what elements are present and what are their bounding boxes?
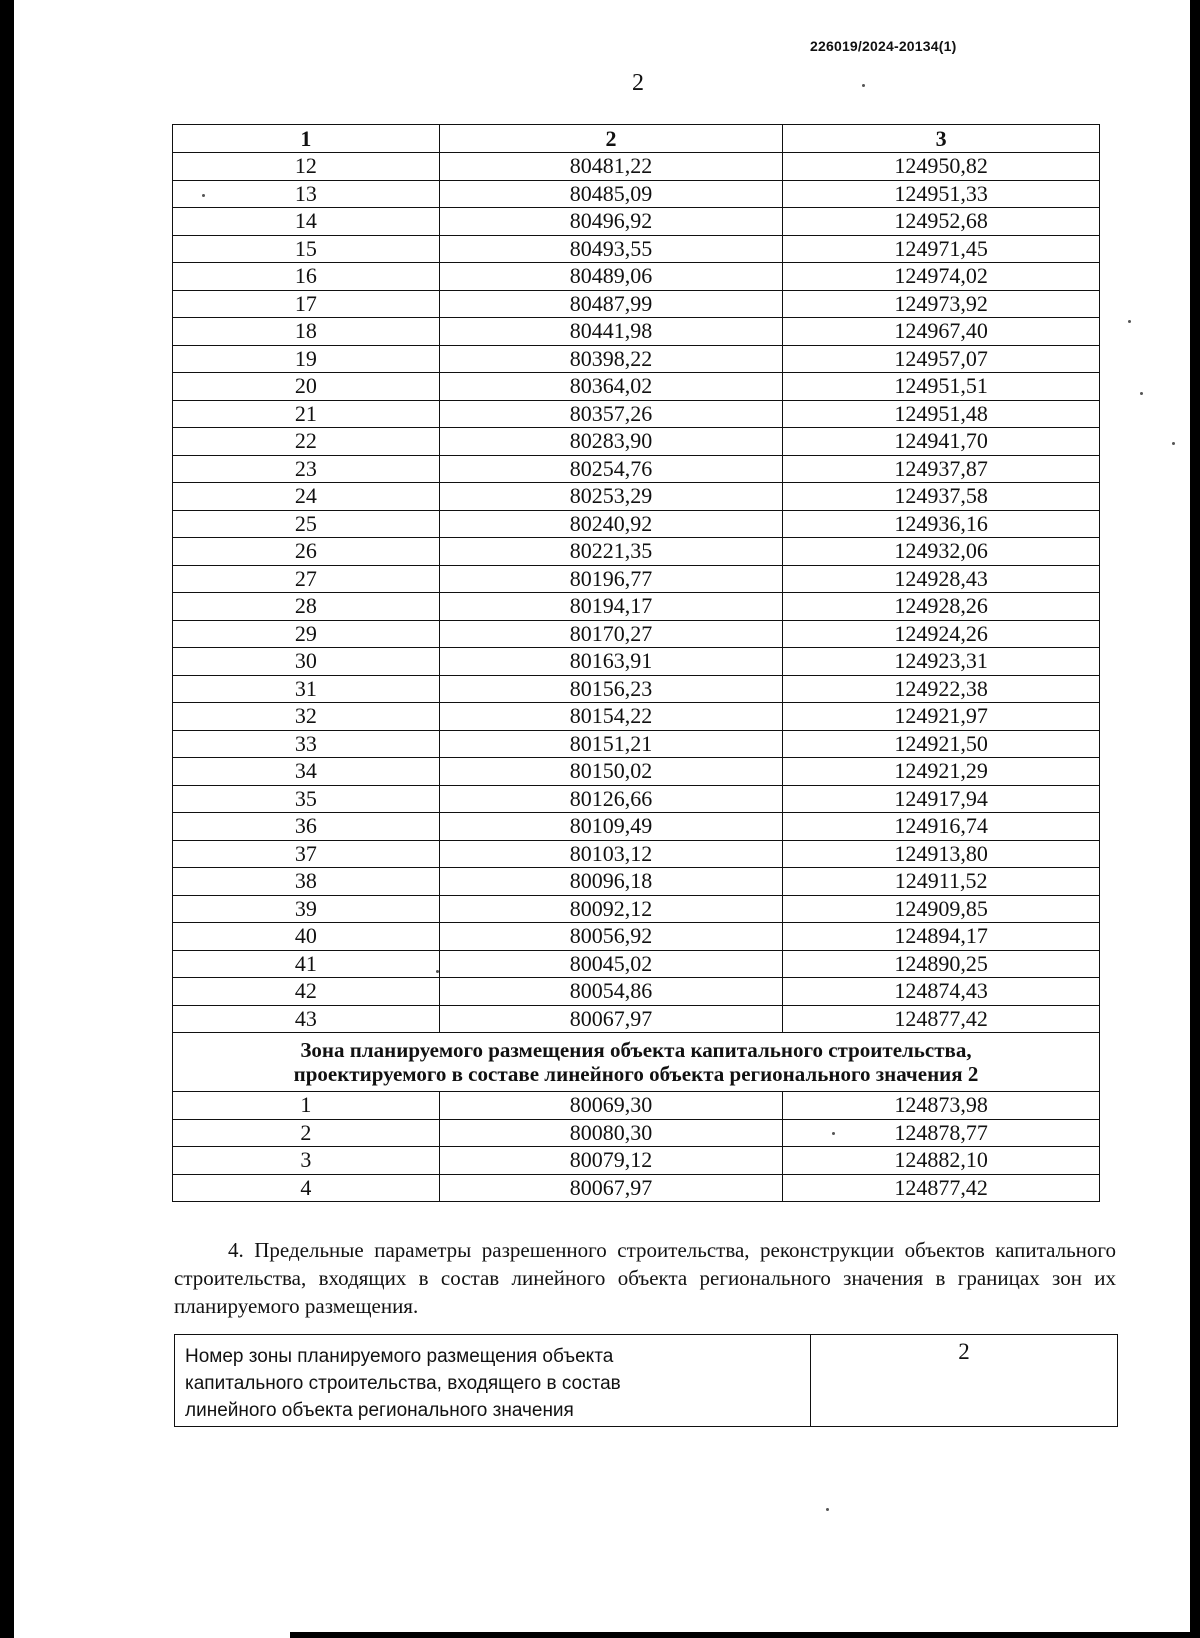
x-coordinate-cell: 80154,22 xyxy=(439,703,783,731)
y-coordinate-cell: 124921,97 xyxy=(783,703,1100,731)
zone-heading xyxy=(173,1033,1100,1092)
y-coordinate-cell: 124951,51 xyxy=(783,373,1100,401)
y-coordinate-cell: 124923,31 xyxy=(783,648,1100,676)
point-number-cell: 27 xyxy=(173,565,440,593)
x-coordinate-cell: 80151,21 xyxy=(439,730,783,758)
y-coordinate-cell: 124924,26 xyxy=(783,620,1100,648)
table-row xyxy=(173,483,1100,511)
point-number-cell: 15 xyxy=(173,235,440,263)
table-row xyxy=(173,1092,1100,1120)
scan-speck xyxy=(1128,320,1131,323)
scan-speck xyxy=(826,1508,829,1511)
table-row xyxy=(173,923,1100,951)
x-coordinate-cell: 80283,90 xyxy=(439,428,783,456)
coordinates-table-body xyxy=(173,153,1100,1033)
y-coordinate-cell: 124921,50 xyxy=(783,730,1100,758)
x-coordinate-cell: 80126,66 xyxy=(439,785,783,813)
y-coordinate-cell: 124973,92 xyxy=(783,290,1100,318)
point-number-cell: 12 xyxy=(173,153,440,181)
point-number-cell: 38 xyxy=(173,868,440,896)
zone-number-label xyxy=(175,1335,811,1427)
point-number-cell: 2 xyxy=(173,1119,440,1147)
table-row xyxy=(173,538,1100,566)
y-coordinate-cell: 124928,26 xyxy=(783,593,1100,621)
point-number-cell: 29 xyxy=(173,620,440,648)
point-number-cell: 22 xyxy=(173,428,440,456)
page-number: 2 xyxy=(632,70,644,96)
y-coordinate-cell: 124971,45 xyxy=(783,235,1100,263)
y-coordinate-cell: 124894,17 xyxy=(783,923,1100,951)
table-row xyxy=(173,318,1100,346)
coordinates-table xyxy=(172,124,1100,1202)
x-coordinate-cell: 80254,76 xyxy=(439,455,783,483)
y-coordinate-cell: 124922,38 xyxy=(783,675,1100,703)
point-number-cell: 24 xyxy=(173,483,440,511)
table-row xyxy=(173,813,1100,841)
table-row xyxy=(173,978,1100,1006)
table-row xyxy=(173,620,1100,648)
y-coordinate-cell: 124950,82 xyxy=(783,153,1100,181)
y-coordinate-cell: 124952,68 xyxy=(783,208,1100,236)
x-coordinate-cell: 80487,99 xyxy=(439,290,783,318)
x-coordinate-cell: 80092,12 xyxy=(439,895,783,923)
y-coordinate-cell: 124913,80 xyxy=(783,840,1100,868)
table-row xyxy=(173,868,1100,896)
parameters-table xyxy=(174,1334,1118,1427)
table-row xyxy=(173,785,1100,813)
x-coordinate-cell: 80163,91 xyxy=(439,648,783,676)
table-row xyxy=(173,153,1100,181)
table-row xyxy=(173,675,1100,703)
column-header: 1 xyxy=(173,125,440,153)
point-number-cell: 36 xyxy=(173,813,440,841)
y-coordinate-cell: 124937,87 xyxy=(783,455,1100,483)
table-row xyxy=(173,703,1100,731)
point-number-cell: 34 xyxy=(173,758,440,786)
table-row xyxy=(173,428,1100,456)
y-coordinate-cell: 124874,43 xyxy=(783,978,1100,1006)
label-line: Номер зоны планируемого размещения объекта xyxy=(185,1346,614,1367)
scan-speck xyxy=(862,84,865,87)
label-line: линейного объекта регионального значения xyxy=(185,1400,574,1421)
scan-border-right xyxy=(1190,0,1200,1638)
table-row xyxy=(173,373,1100,401)
y-coordinate-cell: 124951,48 xyxy=(783,400,1100,428)
x-coordinate-cell: 80493,55 xyxy=(439,235,783,263)
scan-speck xyxy=(436,970,439,973)
point-number-cell: 13 xyxy=(173,180,440,208)
y-coordinate-cell: 124890,25 xyxy=(783,950,1100,978)
x-coordinate-cell: 80364,02 xyxy=(439,373,783,401)
table-header-row xyxy=(173,125,1100,153)
x-coordinate-cell: 80398,22 xyxy=(439,345,783,373)
zone-heading-line: Зона планируемого размещения объекта капитального строительства, xyxy=(300,1038,972,1062)
scan-speck xyxy=(202,194,205,197)
point-number-cell: 43 xyxy=(173,1005,440,1033)
x-coordinate-cell: 80156,23 xyxy=(439,675,783,703)
x-coordinate-cell: 80080,30 xyxy=(439,1119,783,1147)
point-number-cell: 20 xyxy=(173,373,440,401)
x-coordinate-cell: 80357,26 xyxy=(439,400,783,428)
table-row xyxy=(173,263,1100,291)
table-row xyxy=(173,565,1100,593)
point-number-cell: 16 xyxy=(173,263,440,291)
y-coordinate-cell: 124921,29 xyxy=(783,758,1100,786)
y-coordinate-cell: 124911,52 xyxy=(783,868,1100,896)
y-coordinate-cell: 124873,98 xyxy=(783,1092,1100,1120)
x-coordinate-cell: 80196,77 xyxy=(439,565,783,593)
point-number-cell: 39 xyxy=(173,895,440,923)
x-coordinate-cell: 80103,12 xyxy=(439,840,783,868)
point-number-cell: 25 xyxy=(173,510,440,538)
scan-speck xyxy=(832,1132,835,1135)
y-coordinate-cell: 124878,77 xyxy=(783,1119,1100,1147)
zone2-table-body xyxy=(173,1092,1100,1202)
point-number-cell: 19 xyxy=(173,345,440,373)
point-number-cell: 37 xyxy=(173,840,440,868)
y-coordinate-cell: 124941,70 xyxy=(783,428,1100,456)
point-number-cell: 28 xyxy=(173,593,440,621)
x-coordinate-cell: 80150,02 xyxy=(439,758,783,786)
point-number-cell: 18 xyxy=(173,318,440,346)
x-coordinate-cell: 80481,22 xyxy=(439,153,783,181)
point-number-cell: 42 xyxy=(173,978,440,1006)
table-row xyxy=(173,1119,1100,1147)
scan-border-left xyxy=(0,0,14,1638)
table-row xyxy=(173,455,1100,483)
zone-heading-line: проектируемого в составе линейного объекта регионального значения 2 xyxy=(293,1062,979,1086)
table-row xyxy=(173,758,1100,786)
point-number-cell: 17 xyxy=(173,290,440,318)
table-row xyxy=(173,950,1100,978)
point-number-cell: 21 xyxy=(173,400,440,428)
table-row xyxy=(173,1005,1100,1033)
x-coordinate-cell: 80221,35 xyxy=(439,538,783,566)
point-number-cell: 40 xyxy=(173,923,440,951)
table-row xyxy=(173,235,1100,263)
point-number-cell: 23 xyxy=(173,455,440,483)
x-coordinate-cell: 80069,30 xyxy=(439,1092,783,1120)
table-row xyxy=(173,345,1100,373)
y-coordinate-cell: 124967,40 xyxy=(783,318,1100,346)
x-coordinate-cell: 80194,17 xyxy=(439,593,783,621)
point-number-cell: 4 xyxy=(173,1174,440,1202)
y-coordinate-cell: 124917,94 xyxy=(783,785,1100,813)
y-coordinate-cell: 124877,42 xyxy=(783,1005,1100,1033)
scan-speck xyxy=(1172,442,1175,445)
y-coordinate-cell: 124951,33 xyxy=(783,180,1100,208)
table-row xyxy=(173,1174,1100,1202)
point-number-cell: 1 xyxy=(173,1092,440,1120)
x-coordinate-cell: 80056,92 xyxy=(439,923,783,951)
table-row xyxy=(173,840,1100,868)
x-coordinate-cell: 80109,49 xyxy=(439,813,783,841)
point-number-cell: 35 xyxy=(173,785,440,813)
zone-heading-row xyxy=(173,1033,1100,1092)
y-coordinate-cell: 124936,16 xyxy=(783,510,1100,538)
point-number-cell: 32 xyxy=(173,703,440,731)
y-coordinate-cell: 124932,06 xyxy=(783,538,1100,566)
point-number-cell: 30 xyxy=(173,648,440,676)
point-number-cell: 33 xyxy=(173,730,440,758)
table-row xyxy=(173,180,1100,208)
table-row xyxy=(173,593,1100,621)
x-coordinate-cell: 80054,86 xyxy=(439,978,783,1006)
x-coordinate-cell: 80079,12 xyxy=(439,1147,783,1175)
table-row xyxy=(173,208,1100,236)
table-row xyxy=(173,400,1100,428)
y-coordinate-cell: 124957,07 xyxy=(783,345,1100,373)
point-number-cell: 14 xyxy=(173,208,440,236)
scan-speck xyxy=(1140,392,1143,395)
label-line: капитального строительства, входящего в состав xyxy=(185,1373,621,1394)
y-coordinate-cell: 124928,43 xyxy=(783,565,1100,593)
y-coordinate-cell: 124877,42 xyxy=(783,1174,1100,1202)
scan-border-bottom xyxy=(290,1632,1200,1638)
x-coordinate-cell: 80067,97 xyxy=(439,1005,783,1033)
x-coordinate-cell: 80096,18 xyxy=(439,868,783,896)
parameters-row xyxy=(175,1335,1118,1427)
x-coordinate-cell: 80170,27 xyxy=(439,620,783,648)
point-number-cell: 26 xyxy=(173,538,440,566)
x-coordinate-cell: 80045,02 xyxy=(439,950,783,978)
x-coordinate-cell: 80485,09 xyxy=(439,180,783,208)
y-coordinate-cell: 124974,02 xyxy=(783,263,1100,291)
table-row xyxy=(173,730,1100,758)
table-row xyxy=(173,510,1100,538)
y-coordinate-cell: 124909,85 xyxy=(783,895,1100,923)
y-coordinate-cell: 124882,10 xyxy=(783,1147,1100,1175)
column-header: 2 xyxy=(439,125,783,153)
y-coordinate-cell: 124937,58 xyxy=(783,483,1100,511)
table-row xyxy=(173,1147,1100,1175)
y-coordinate-cell: 124916,74 xyxy=(783,813,1100,841)
x-coordinate-cell: 80253,29 xyxy=(439,483,783,511)
x-coordinate-cell: 80067,97 xyxy=(439,1174,783,1202)
x-coordinate-cell: 80240,92 xyxy=(439,510,783,538)
column-header: 3 xyxy=(783,125,1100,153)
zone-number-value: 2 xyxy=(811,1335,1118,1427)
x-coordinate-cell: 80489,06 xyxy=(439,263,783,291)
point-number-cell: 31 xyxy=(173,675,440,703)
x-coordinate-cell: 80441,98 xyxy=(439,318,783,346)
section-4-paragraph: 4. Предельные параметры разрешенного строительства, реконструкции объектов капитального строительства, входящих в состав линейного объекта регионального значения в границах зон их планируемого размещения. xyxy=(174,1238,1116,1318)
table-row xyxy=(173,290,1100,318)
point-number-cell: 41 xyxy=(173,950,440,978)
point-number-cell: 3 xyxy=(173,1147,440,1175)
table-row xyxy=(173,895,1100,923)
x-coordinate-cell: 80496,92 xyxy=(439,208,783,236)
document-id: 226019/2024-20134(1) xyxy=(810,38,957,54)
table-row xyxy=(173,648,1100,676)
